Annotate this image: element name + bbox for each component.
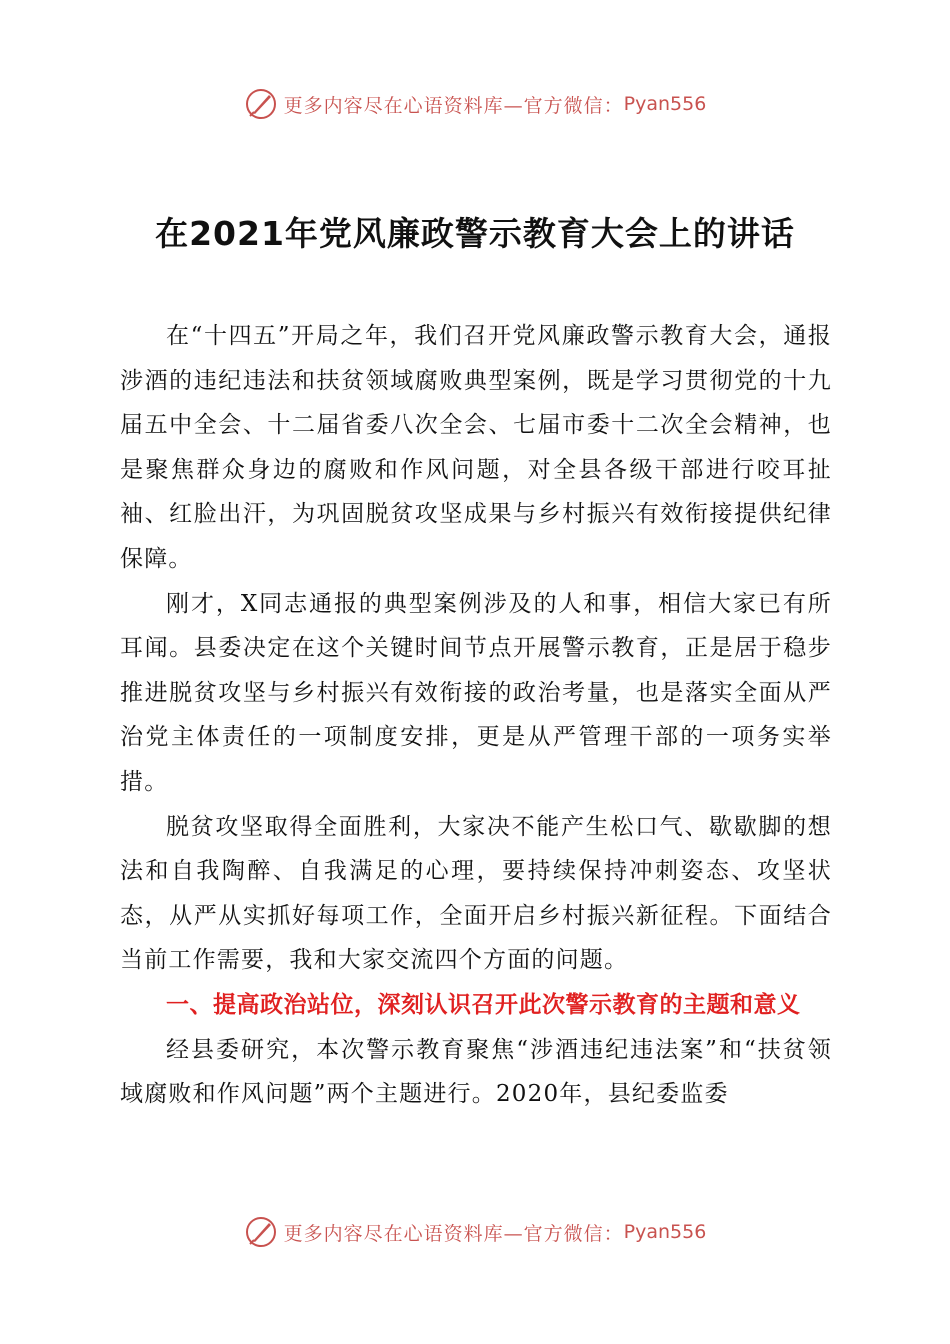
section-heading: 一、提高政治站位，深刻认识召开此次警示教育的主题和意义: [166, 991, 801, 1018]
paragraph-1: 在“十四五”开局之年，我们召开党风廉政警示教育大会，通报涉酒的违纪违法和扶贫领域腐败典型案例，既是学习贯彻党的十九届五中全会、十二届省委八次全会、七届市委十二次全会精神，也是聚焦群众身边的腐败和作风问题，对全县各级干部进行咬耳扯袖、红脸出汗，为巩固脱贫攻坚成果与乡村振兴有效衔接提供纪律保障。: [120, 323, 832, 572]
quill-pen-logo-icon: [244, 1215, 278, 1249]
banner-text: 更多内容尽在心语资料库—官方微信：: [283, 1222, 624, 1245]
document-title: 在2021年党风廉政警示教育大会上的讲话: [155, 214, 795, 253]
paragraph-3: 脱贫攻坚取得全面胜利，大家决不能产生松口气、歇歇脚的想法和自我陶醉、自我满足的心理，要持续保持冲刺姿态、攻坚状态，从严从实抓好每项工作，全面开启乡村振兴新征程。下面结合当前工作需要，我和大家交流四个方面的问题。: [120, 813, 832, 974]
section-paragraph: 经县委研究，本次警示教育聚焦“涉酒违纪违法案”和“扶贫领域腐败和作风问题”两个主题进行。2020年，县纪委监委: [120, 1036, 832, 1108]
banner-wechat-id: Pyan556: [623, 93, 707, 115]
banner-text: 更多内容尽在心语资料库—官方微信：: [283, 94, 624, 117]
quill-pen-logo-icon: [244, 87, 278, 121]
banner-wechat-id: Pyan556: [623, 1221, 707, 1243]
paragraph-2: 刚才，X同志通报的典型案例涉及的人和事，相信大家已有所耳闻。县委决定在这个关键时间节点开展警示教育，正是居于稳步推进脱贫攻坚与乡村振兴有效衔接的政治考量，也是落实全面从严治党主体责任的一项制度安排，更是从严管理干部的一项务实举措。: [120, 590, 832, 795]
document-body: [120, 314, 832, 1117]
header-watermark: [0, 84, 950, 124]
footer-watermark: [0, 1212, 950, 1252]
